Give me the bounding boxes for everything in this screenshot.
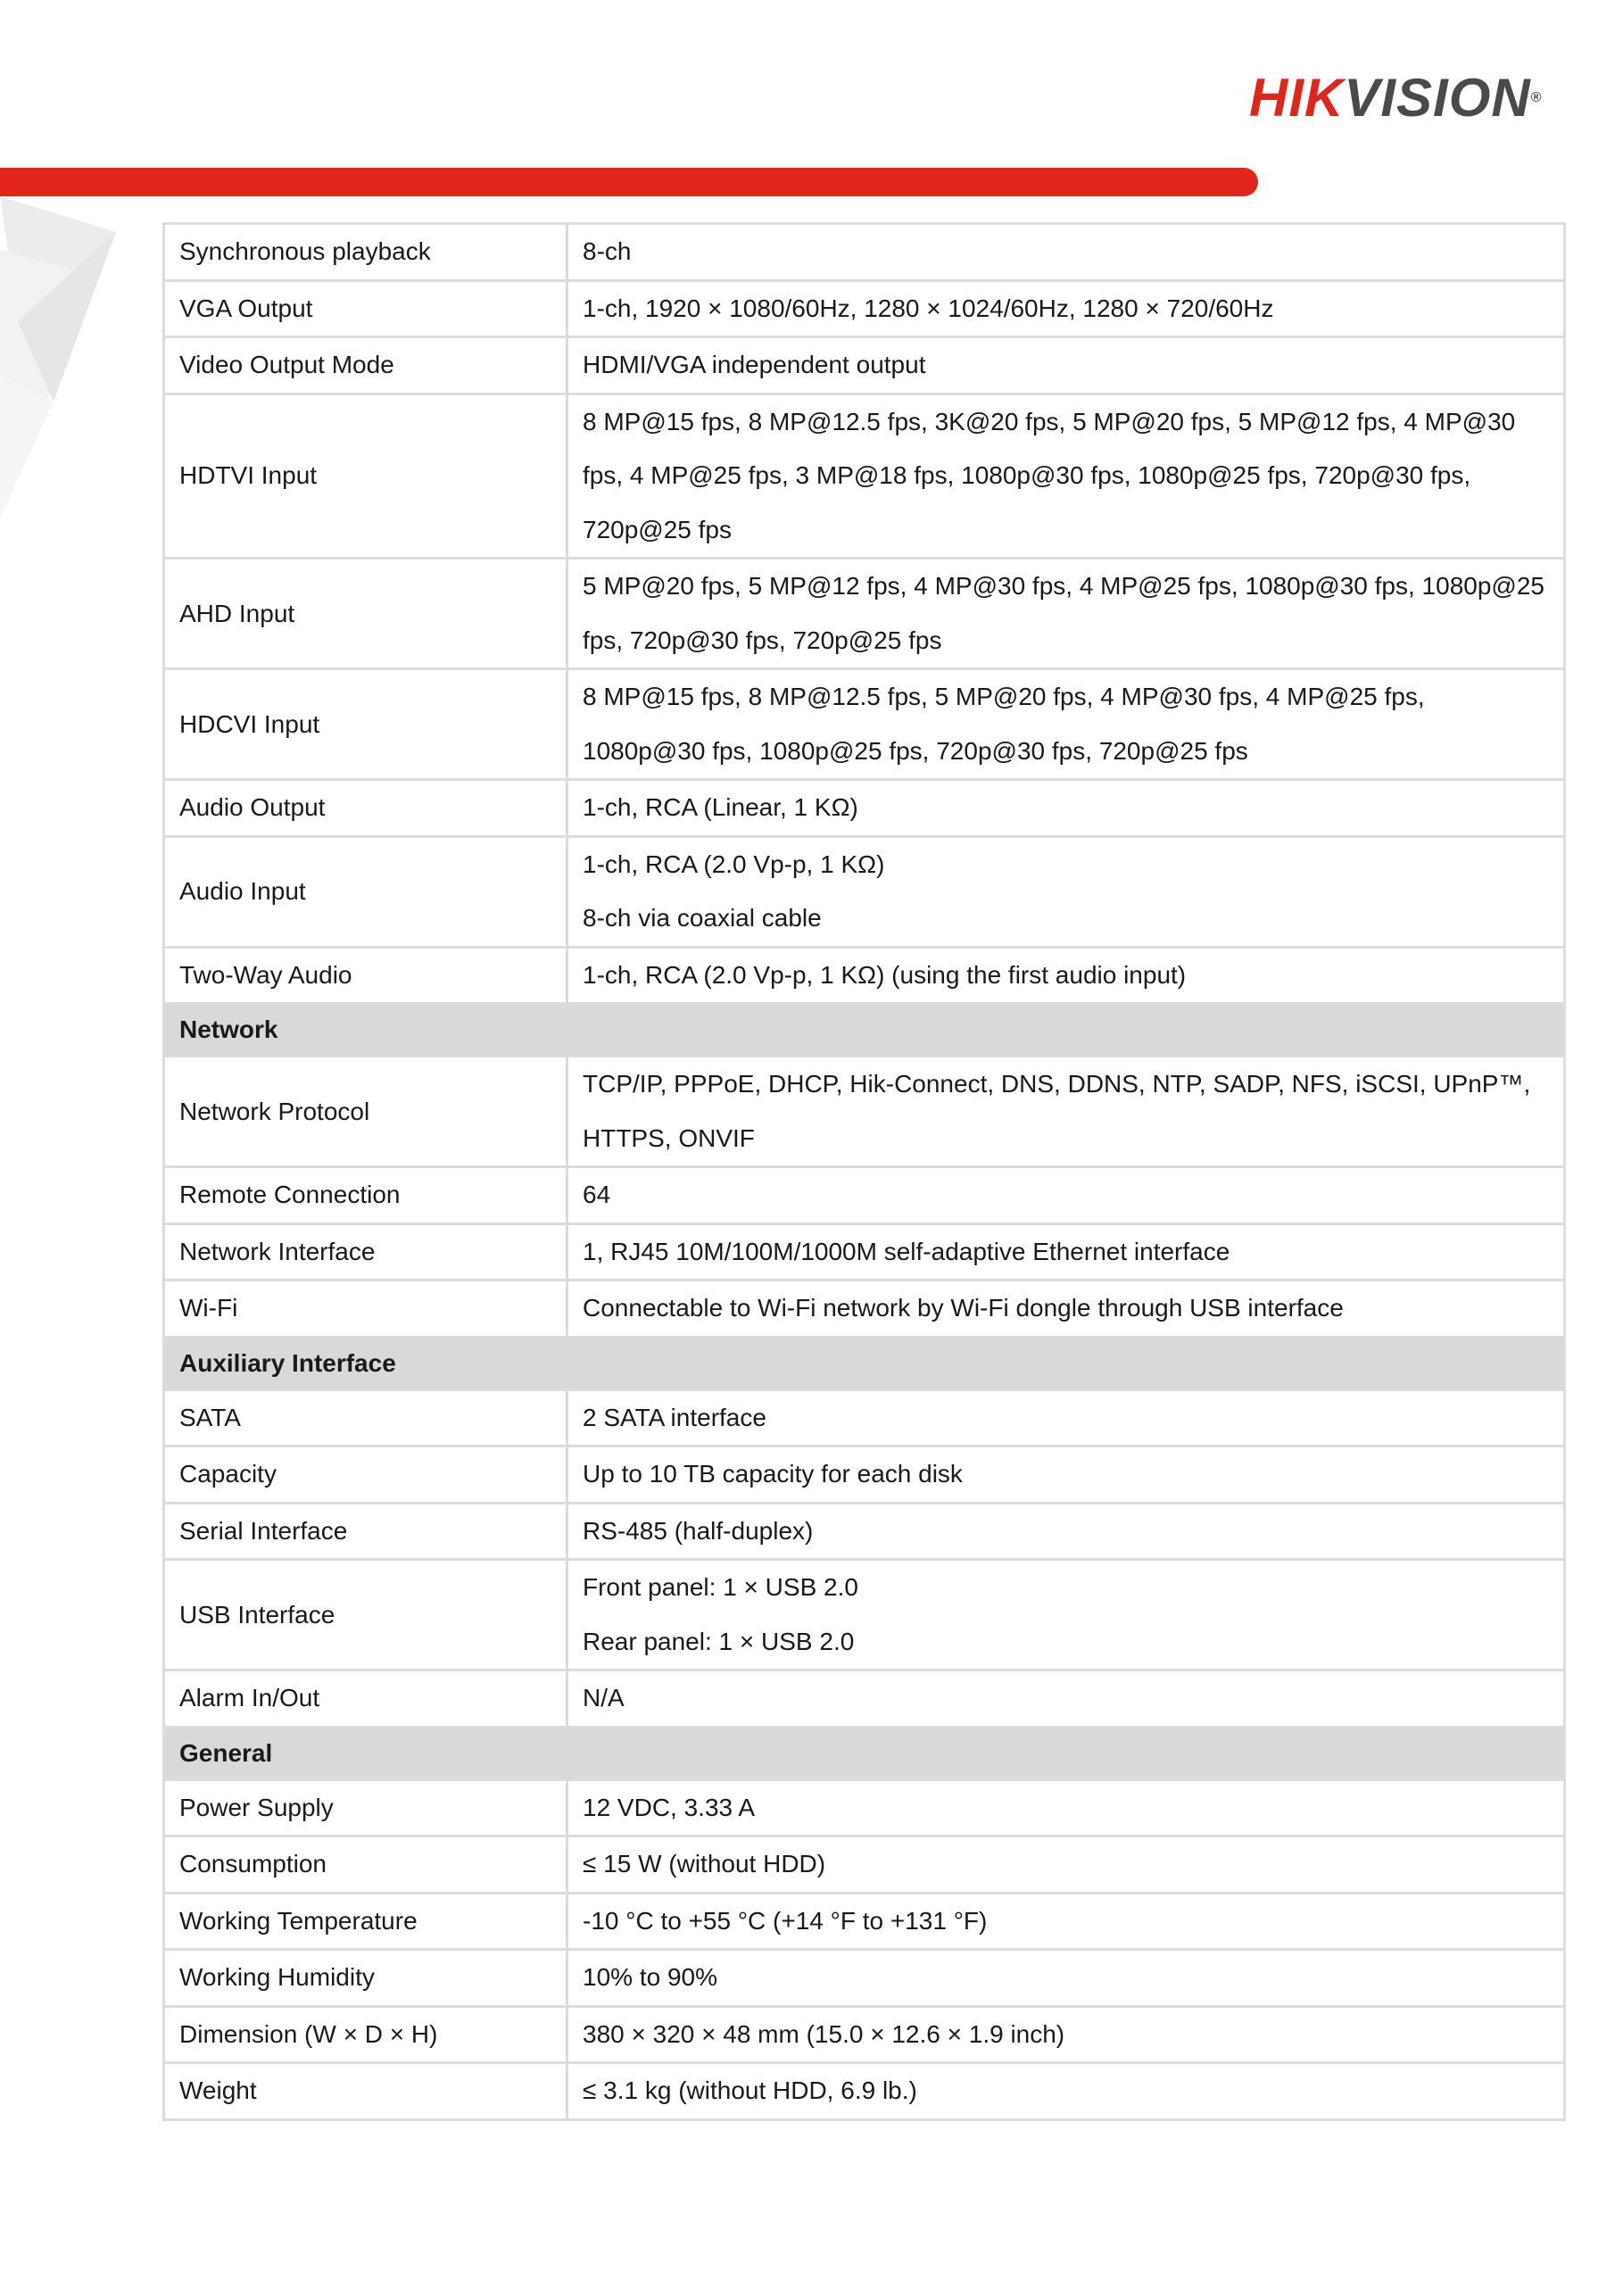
spec-row [164, 1057, 1565, 1167]
spec-name: Alarm In/Out [164, 1670, 567, 1728]
spec-row [164, 337, 1565, 394]
spec-value-line: 64 [583, 1181, 611, 1208]
spec-row [164, 836, 1565, 947]
spec-name: Weight [164, 2063, 567, 2120]
spec-row [164, 280, 1565, 337]
section-header-row [164, 1337, 1565, 1389]
section-title: Auxiliary Interface [164, 1337, 1565, 1389]
header-red-bar [0, 168, 1258, 196]
spec-value [567, 280, 1565, 337]
spec-name: Consumption [164, 1836, 567, 1894]
spec-name: VGA Output [164, 280, 567, 337]
spec-value-line: HDMI/VGA independent output [583, 351, 926, 378]
spec-row [164, 559, 1565, 669]
spec-value-line: 12 VDC, 3.33 A [583, 1793, 756, 1821]
spec-row [164, 1389, 1565, 1446]
spec-value-line: Front panel: 1 × USB 2.0 [583, 1573, 858, 1601]
spec-name: Power Supply [164, 1779, 567, 1836]
spec-name: SATA [164, 1389, 567, 1446]
spec-value [567, 1503, 1565, 1560]
spec-name: Dimension (W × D × H) [164, 2006, 567, 2063]
spec-row [164, 1167, 1565, 1224]
spec-value-line: Connectable to Wi-Fi network by Wi-Fi dongle through USB interface [583, 1294, 1344, 1322]
spec-value [567, 1560, 1565, 1670]
spec-value-line: 380 × 320 × 48 mm (15.0 × 12.6 × 1.9 inch) [583, 2019, 1065, 2048]
spec-row [164, 1893, 1565, 1950]
spec-value [567, 1057, 1565, 1167]
spec-row [164, 2063, 1565, 2120]
spec-value-line: Up to 10 TB capacity for each disk [583, 1460, 963, 1488]
logo-hik-text: HIK [1249, 68, 1345, 128]
spec-value [567, 559, 1565, 669]
spec-name: Synchronous playback [164, 224, 567, 281]
hikvision-logo [1249, 68, 1543, 128]
spec-value-line: 8-ch via coaxial cable [583, 904, 822, 932]
spec-row [164, 224, 1565, 281]
spec-value [567, 1446, 1565, 1504]
spec-name: Wi-Fi [164, 1281, 567, 1338]
spec-value-line: 2 SATA interface [583, 1403, 766, 1431]
spec-name: Audio Output [164, 780, 567, 837]
spec-name: Working Temperature [164, 1893, 567, 1950]
spec-row [164, 1779, 1565, 1836]
spec-row [164, 1446, 1565, 1504]
spec-value [567, 1893, 1565, 1950]
spec-name: Two-Way Audio [164, 947, 567, 1004]
spec-value [567, 337, 1565, 394]
spec-value-line: 8 MP@15 fps, 8 MP@12.5 fps, 5 MP@20 fps, 4 MP@30 fps, 4 MP@25 fps, 1080p@30 fps, 1080p@25 fps, 720p@30 fps, 720p@25 fps [583, 683, 1425, 765]
logo-registered-mark: ® [1530, 90, 1543, 105]
specification-table [162, 222, 1566, 2121]
spec-name: Network Protocol [164, 1057, 567, 1167]
spec-value [567, 1950, 1565, 2007]
spec-name: Remote Connection [164, 1167, 567, 1224]
spec-value [567, 1281, 1565, 1338]
spec-row [164, 947, 1565, 1004]
spec-value-line: -10 °C to +55 °C (+14 °F to +131 °F) [583, 1906, 988, 1935]
spec-value-line: 1-ch, 1920 × 1080/60Hz, 1280 × 1024/60Hz, 1280 × 720/60Hz [583, 294, 1274, 322]
spec-value-line: 1, RJ45 10M/100M/1000M self-adaptive Ethernet interface [583, 1237, 1230, 1265]
spec-value-line: 8-ch [583, 237, 632, 265]
spec-row [164, 1281, 1565, 1338]
spec-value [567, 947, 1565, 1004]
spec-value [567, 224, 1565, 281]
spec-value [567, 2063, 1565, 2120]
spec-name: Network Interface [164, 1223, 567, 1281]
spec-value-line: RS-485 (half-duplex) [583, 1516, 814, 1545]
spec-value [567, 1670, 1565, 1728]
spec-value-line: 10% to 90% [583, 1963, 717, 1991]
spec-row [164, 394, 1565, 559]
spec-value-line: N/A [583, 1684, 625, 1712]
spec-name: Audio Input [164, 836, 567, 947]
spec-row [164, 1950, 1565, 2007]
spec-value-line: TCP/IP, PPPoE, DHCP, Hik-Connect, DNS, DDNS, NTP, SADP, NFS, iSCSI, UPnP™, HTTPS, ONVIF [583, 1070, 1531, 1152]
spec-value [567, 1223, 1565, 1281]
spec-row [164, 780, 1565, 837]
spec-name: HDCVI Input [164, 669, 567, 780]
spec-value [567, 669, 1565, 780]
spec-value [567, 1779, 1565, 1836]
spec-row [164, 1560, 1565, 1670]
spec-value-line: 1-ch, RCA (2.0 Vp-p, 1 KΩ) (using the first audio input) [583, 960, 1187, 989]
spec-value-line: 5 MP@20 fps, 5 MP@12 fps, 4 MP@30 fps, 4 MP@25 fps, 1080p@30 fps, 1080p@25 fps, 720p@30 fps, 720p@25 fps [583, 572, 1544, 654]
spec-value [567, 1389, 1565, 1446]
spec-name: USB Interface [164, 1560, 567, 1670]
section-header-row [164, 1004, 1565, 1057]
spec-value-line: ≤ 3.1 kg (without HDD, 6.9 lb.) [583, 2076, 917, 2104]
spec-row [164, 1670, 1565, 1728]
spec-value-line: 1-ch, RCA (2.0 Vp-p, 1 KΩ) [583, 850, 885, 878]
section-header-row [164, 1727, 1565, 1779]
spec-value [567, 2006, 1565, 2063]
spec-name: Serial Interface [164, 1503, 567, 1560]
spec-name: AHD Input [164, 559, 567, 669]
spec-name: HDTVI Input [164, 394, 567, 559]
spec-value-line: ≤ 15 W (without HDD) [583, 1850, 826, 1877]
spec-value [567, 780, 1565, 837]
spec-row [164, 669, 1565, 780]
section-title: General [164, 1727, 1565, 1779]
spec-value [567, 394, 1565, 559]
spec-row [164, 1836, 1565, 1894]
spec-value-line: 1-ch, RCA (Linear, 1 KΩ) [583, 793, 858, 821]
section-title: Network [164, 1004, 1565, 1057]
spec-value-line: Rear panel: 1 × USB 2.0 [583, 1627, 855, 1655]
spec-row [164, 1503, 1565, 1560]
logo-vision-text: VISION [1344, 68, 1531, 128]
spec-value-line: 8 MP@15 fps, 8 MP@12.5 fps, 3K@20 fps, 5 MP@20 fps, 5 MP@12 fps, 4 MP@30 fps, 4 MP@25 fps, 3 MP@18 fps, 1080p@30 fps, 1080p@25 fps, 720p@30 fps, 720p@25 fps [583, 407, 1516, 543]
spec-value [567, 836, 1565, 947]
spec-row [164, 1223, 1565, 1281]
spec-name: Video Output Mode [164, 337, 567, 394]
spec-row [164, 2006, 1565, 2063]
decorative-triangles [0, 196, 125, 526]
spec-value [567, 1167, 1565, 1224]
spec-name: Capacity [164, 1446, 567, 1504]
spec-name: Working Humidity [164, 1950, 567, 2007]
spec-value [567, 1836, 1565, 1894]
